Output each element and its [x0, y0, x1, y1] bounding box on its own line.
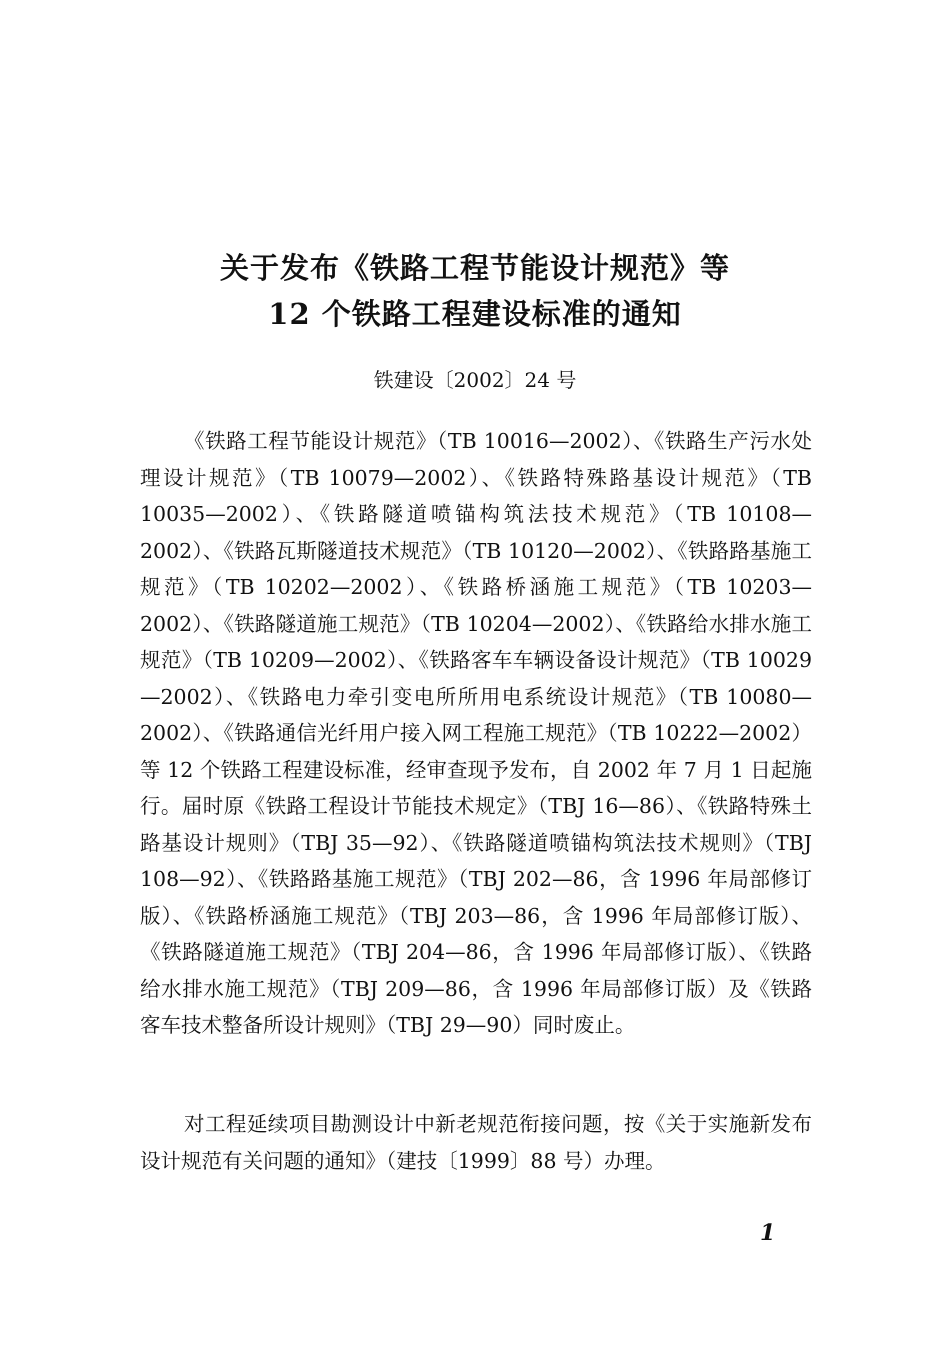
body-paragraph-1: 《铁路工程节能设计规范》（TB 10016—2002）、《铁路生产污水处理设计规范》（TB 10079—2002）、《铁路特殊路基设计规范》（TB 10035—2002）、《铁路隧道喷锚构筑法技术规范》（TB 10108—2002）、《铁路瓦斯隧道技术规范》（TB 10120—2002）、《铁路路基施工规范》（TB 10202—2002）、《铁路桥涵施工规范》（TB 10203—2002）、《铁路隧道施工规范》（TB 10204—2002）、《铁路给水排水施工规范》（TB 10209—2002）、《铁路客车车辆设备设计规范》（TB 10029—2002）、《铁路电力牵引变电所所用电系统设计规范》（TB 10080—2002）、《铁路通信光纤用户接入网工程施工规范》（TB 10222—2002）等 12 个铁路工程建设标准，经审查现予发布，自 2002 年 7 月 1 日起施行。届时原《铁路工程设计节能技术规定》（TBJ 16—86）、《铁路特殊土路基设计规则》（TBJ 35—92）、《铁路隧道喷锚构筑法技术规则》（TBJ 108—92）、《铁路路基施工规范》（TBJ 202—86，含 1996 年局部修订版）、《铁路桥涵施工规范》（TBJ 203—86，含 1996 年局部修订版）、《铁路隧道施工规范》（TBJ 204—86，含 1996 年局部修订版）、《铁路给水排水施工规范》（TBJ 209—86，含 1996 年局部修订版）及《铁路客车技术整备所设计规则》（TBJ 29—90）同时废止。 [140, 429, 812, 1037]
body-paragraph-2: 对工程延续项目勘测设计中新老规范衔接问题，按《关于实施新发布设计规范有关问题的通知》（建技〔1999〕88 号）办理。 [140, 1112, 812, 1173]
document-title-line-1: 关于发布《铁路工程节能设计规范》等 [219, 251, 730, 285]
document-title-line-2: 12 个铁路工程建设标准的通知 [268, 297, 682, 331]
document-number: 铁建设〔2002〕24 号 [373, 368, 577, 392]
page-number: 1 [760, 1220, 776, 1246]
